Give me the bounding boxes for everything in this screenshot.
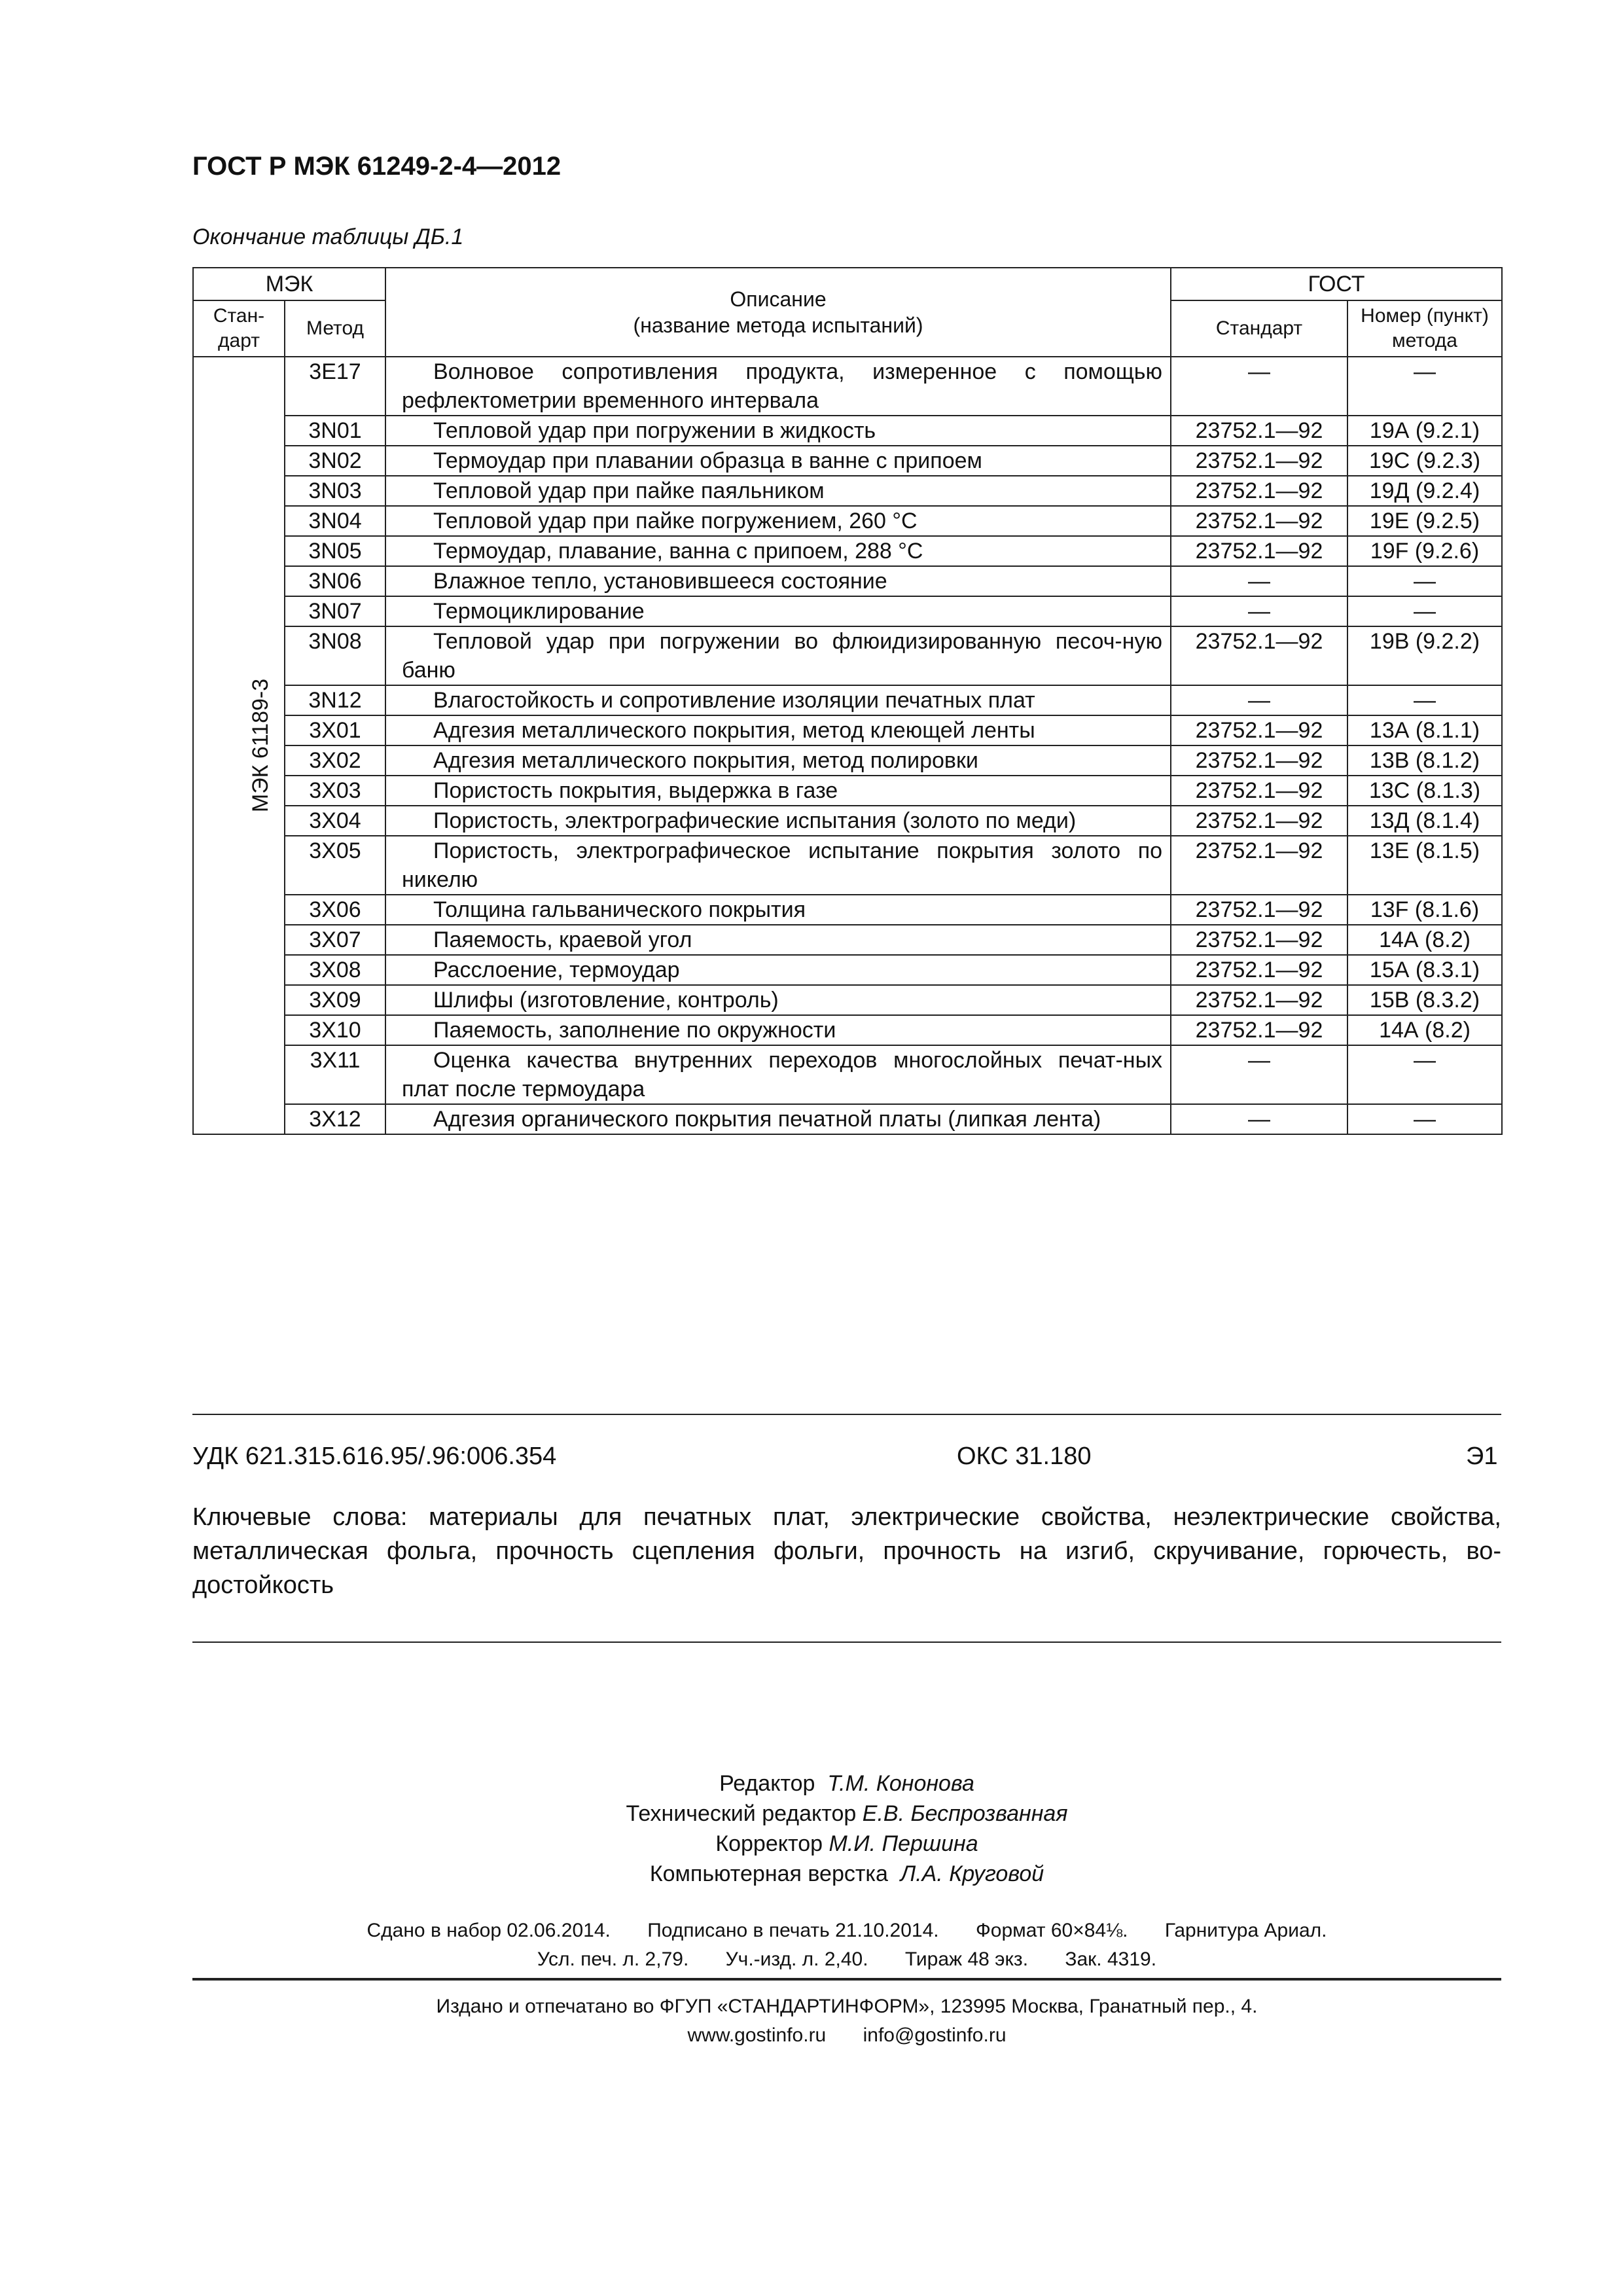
gost-standard-cell: 23752.1—92	[1171, 536, 1347, 566]
method-cell: 3X10	[285, 1015, 385, 1045]
table-row	[193, 536, 1502, 566]
keywords: Ключевые слова: материалы для печатных плат, электрические свойства, неэлектрические свойства, металлическая фольга, прочность сцепления фольги, прочность на изгиб, скручивание, горючесть, во-достойкость	[192, 1503, 1501, 1599]
method-cell: 3X03	[285, 776, 385, 806]
description-cell: Тепловой удар при погружении в жидкость	[385, 416, 1171, 446]
description-cell: Адгезия металлического покрытия, метод клеющей ленты	[385, 715, 1171, 745]
description-cell: Термоциклирование	[385, 596, 1171, 626]
method-number-cell: —	[1347, 596, 1502, 626]
description-cell: Паяемость, краевой угол	[385, 925, 1171, 955]
table-row	[193, 566, 1502, 596]
method-cell: 3E17	[285, 357, 385, 416]
method-cell: 3N03	[285, 476, 385, 506]
gost-standard-cell: —	[1171, 357, 1347, 416]
table-row	[193, 925, 1502, 955]
table-row	[193, 745, 1502, 776]
method-cell: 3X09	[285, 985, 385, 1015]
description-cell: Пористость, электрографическое испытание покрытия золото по никелю	[385, 836, 1171, 895]
description-cell: Термоудар, плавание, ванна с припоем, 288 °С	[385, 536, 1171, 566]
table-row	[193, 685, 1502, 715]
divider-line	[192, 1641, 1501, 1643]
table-row	[193, 626, 1502, 685]
website-link[interactable]: www.gostinfo.ru	[687, 2024, 827, 2046]
gost-standard-cell: 23752.1—92	[1171, 776, 1347, 806]
gost-standard-cell: 23752.1—92	[1171, 476, 1347, 506]
oks-code: ОКС 31.180	[957, 1443, 1092, 1470]
signed-date: Подписано в печать 21.10.2014.	[647, 1920, 939, 1941]
method-number-cell: —	[1347, 357, 1502, 416]
table-row	[193, 806, 1502, 836]
method-number-cell: 13Д (8.1.4)	[1347, 806, 1502, 836]
table-row	[193, 715, 1502, 745]
description-cell: Термоудар при плавании образца в ванне с припоем	[385, 446, 1171, 476]
method-number-cell: 14А (8.2)	[1347, 925, 1502, 955]
description-cell: Тепловой удар при пайке погружением, 260 °С	[385, 506, 1171, 536]
method-number-cell: 19Д (9.2.4)	[1347, 476, 1502, 506]
method-cell: 3X01	[285, 715, 385, 745]
header-gost-group: ГОСТ	[1171, 268, 1502, 300]
publisher-block	[192, 1992, 1501, 2050]
divider-line	[192, 1414, 1501, 1415]
table-row	[193, 506, 1502, 536]
table-row	[193, 1015, 1502, 1045]
method-number-cell: 14А (8.2)	[1347, 1015, 1502, 1045]
method-number-cell: 13А (8.1.1)	[1347, 715, 1502, 745]
table-row	[193, 895, 1502, 925]
table-row	[193, 1045, 1502, 1104]
method-cell: 3N01	[285, 416, 385, 446]
description-cell: Влажное тепло, установившееся состояние	[385, 566, 1171, 596]
submitted-date: Сдано в набор 02.06.2014.	[366, 1920, 611, 1941]
description-cell: Пористость покрытия, выдержка в газе	[385, 776, 1171, 806]
table-row	[193, 985, 1502, 1015]
gost-standard-cell: 23752.1—92	[1171, 715, 1347, 745]
description-cell: Толщина гальванического покрытия	[385, 895, 1171, 925]
method-cell: 3X07	[285, 925, 385, 955]
divider-line-thick	[192, 1978, 1501, 1981]
gost-standard-cell: 23752.1—92	[1171, 895, 1347, 925]
table-row	[193, 446, 1502, 476]
method-cell: 3X02	[285, 745, 385, 776]
table-row	[193, 776, 1502, 806]
method-number-cell: 19F (9.2.6)	[1347, 536, 1502, 566]
print-details	[192, 1916, 1501, 1974]
table-row	[193, 1104, 1502, 1134]
table-row	[193, 955, 1502, 985]
header-mek-standard: Стан- дарт	[193, 300, 285, 357]
method-cell: 3X06	[285, 895, 385, 925]
description-cell: Адгезия металлического покрытия, метод полировки	[385, 745, 1171, 776]
description-cell: Оценка качества внутренних переходов многослойных печат-ных плат после термоудара	[385, 1045, 1171, 1104]
table-row	[193, 476, 1502, 506]
method-number-cell: 13F (8.1.6)	[1347, 895, 1502, 925]
description-cell: Адгезия органического покрытия печатной платы (липкая лента)	[385, 1104, 1171, 1134]
table-caption: Окончание таблицы ДБ.1	[192, 224, 464, 249]
gost-standard-cell: —	[1171, 1104, 1347, 1134]
gost-standard-cell: 23752.1—92	[1171, 836, 1347, 895]
mek-standard-label: МЭК 61189-3	[248, 678, 274, 813]
description-cell: Паяемость, заполнение по окружности	[385, 1015, 1171, 1045]
header-mek-group: МЭК	[193, 268, 385, 300]
layout-line: Компьютерная верстка Л.А. Круговой	[649, 1861, 1044, 1886]
gost-standard-cell: 23752.1—92	[1171, 1015, 1347, 1045]
paper-format: Формат 60×84⅛.	[975, 1920, 1128, 1941]
gost-standard-cell: 23752.1—92	[1171, 985, 1347, 1015]
table-row	[193, 416, 1502, 446]
method-number-cell: —	[1347, 1104, 1502, 1134]
method-number-cell: 19А (9.2.1)	[1347, 416, 1502, 446]
method-number-cell: —	[1347, 685, 1502, 715]
method-cell: 3N06	[285, 566, 385, 596]
gost-standard-cell: 23752.1—92	[1171, 955, 1347, 985]
method-cell: 3N05	[285, 536, 385, 566]
gost-standard-cell: 23752.1—92	[1171, 925, 1347, 955]
method-number-cell: 19С (9.2.3)	[1347, 446, 1502, 476]
method-cell: 3X04	[285, 806, 385, 836]
description-cell: Влагостойкость и сопротивление изоляции печатных плат	[385, 685, 1171, 715]
table-row	[193, 357, 1502, 416]
header-method: Метод	[285, 300, 385, 357]
gost-standard-cell: 23752.1—92	[1171, 806, 1347, 836]
header-description: Описание (название метода испытаний)	[385, 268, 1171, 357]
corrector-line: Корректор М.И. Першина	[715, 1831, 978, 1856]
description-cell: Волновое сопротивления продукта, измеренное с помощью рефлектометрии временного интервала	[385, 357, 1171, 416]
header-method-number: Номер (пункт) метода	[1347, 300, 1502, 357]
udk-code: УДК 621.315.616.95/.96:006.354	[192, 1443, 557, 1470]
method-cell: 3X12	[285, 1104, 385, 1134]
gost-standard-cell: —	[1171, 566, 1347, 596]
header-gost-standard: Стандарт	[1171, 300, 1347, 357]
method-number-cell: 19Е (9.2.5)	[1347, 506, 1502, 536]
publisher-sheets: Уч.-изд. л. 2,40.	[725, 1948, 868, 1970]
method-cell: 3X11	[285, 1045, 385, 1104]
method-number-cell: 13Е (8.1.5)	[1347, 836, 1502, 895]
description-cell: Тепловой удар при погружении во флюидизированную песоч-ную баню	[385, 626, 1171, 685]
description-cell: Пористость, электрографические испытания (золото по меди)	[385, 806, 1171, 836]
method-number-cell: —	[1347, 1045, 1502, 1104]
description-cell: Расслоение, термоудар	[385, 955, 1171, 985]
method-cell: 3X05	[285, 836, 385, 895]
method-number-cell: 15А (8.3.1)	[1347, 955, 1502, 985]
gost-standard-cell: —	[1171, 685, 1347, 715]
credits-block	[192, 1768, 1501, 1889]
method-cell: 3N12	[285, 685, 385, 715]
description-cell: Тепловой удар при пайке паяльником	[385, 476, 1171, 506]
gost-standard-cell: —	[1171, 1045, 1347, 1104]
printed-sheets: Усл. печ. л. 2,79.	[537, 1948, 689, 1970]
method-number-cell: —	[1347, 566, 1502, 596]
method-cell: 3N02	[285, 446, 385, 476]
typeface: Гарнитура Ариал.	[1164, 1920, 1327, 1941]
method-cell: 3X08	[285, 955, 385, 985]
gost-standard-cell: 23752.1—92	[1171, 416, 1347, 446]
method-cell: 3N07	[285, 596, 385, 626]
gost-standard-cell: 23752.1—92	[1171, 745, 1347, 776]
gost-standard-cell: 23752.1—92	[1171, 446, 1347, 476]
gost-standard-cell: 23752.1—92	[1171, 626, 1347, 685]
email-link[interactable]: info@gostinfo.ru	[863, 2024, 1007, 2046]
method-cell: 3N04	[285, 506, 385, 536]
method-number-cell: 19В (9.2.2)	[1347, 626, 1502, 685]
mek-standard-cell	[193, 357, 285, 1134]
method-number-cell: 15В (8.3.2)	[1347, 985, 1502, 1015]
table-row	[193, 836, 1502, 895]
publisher-address: Издано и отпечатано во ФГУП «СТАНДАРТИНФОРМ», 123995 Москва, Гранатный пер., 4.	[436, 1996, 1258, 2017]
gost-standard-cell: 23752.1—92	[1171, 506, 1347, 536]
description-cell: Шлифы (изготовление, контроль)	[385, 985, 1171, 1015]
order-number: Зак. 4319.	[1065, 1948, 1157, 1970]
method-cell: 3N08	[285, 626, 385, 685]
method-number-cell: 13С (8.1.3)	[1347, 776, 1502, 806]
tech-editor-line: Технический редактор Е.В. Беспрозванная	[626, 1801, 1068, 1826]
table-row	[193, 596, 1502, 626]
test-methods-table	[192, 267, 1503, 1135]
print-run: Тираж 48 экз.	[904, 1948, 1029, 1970]
document-code: ГОСТ Р МЭК 61249-2-4—2012	[192, 152, 562, 181]
price-group-code: Э1	[1466, 1443, 1498, 1470]
gost-standard-cell: —	[1171, 596, 1347, 626]
method-number-cell: 13В (8.1.2)	[1347, 745, 1502, 776]
editor-line: Редактор Т.М. Кононова	[719, 1771, 974, 1796]
